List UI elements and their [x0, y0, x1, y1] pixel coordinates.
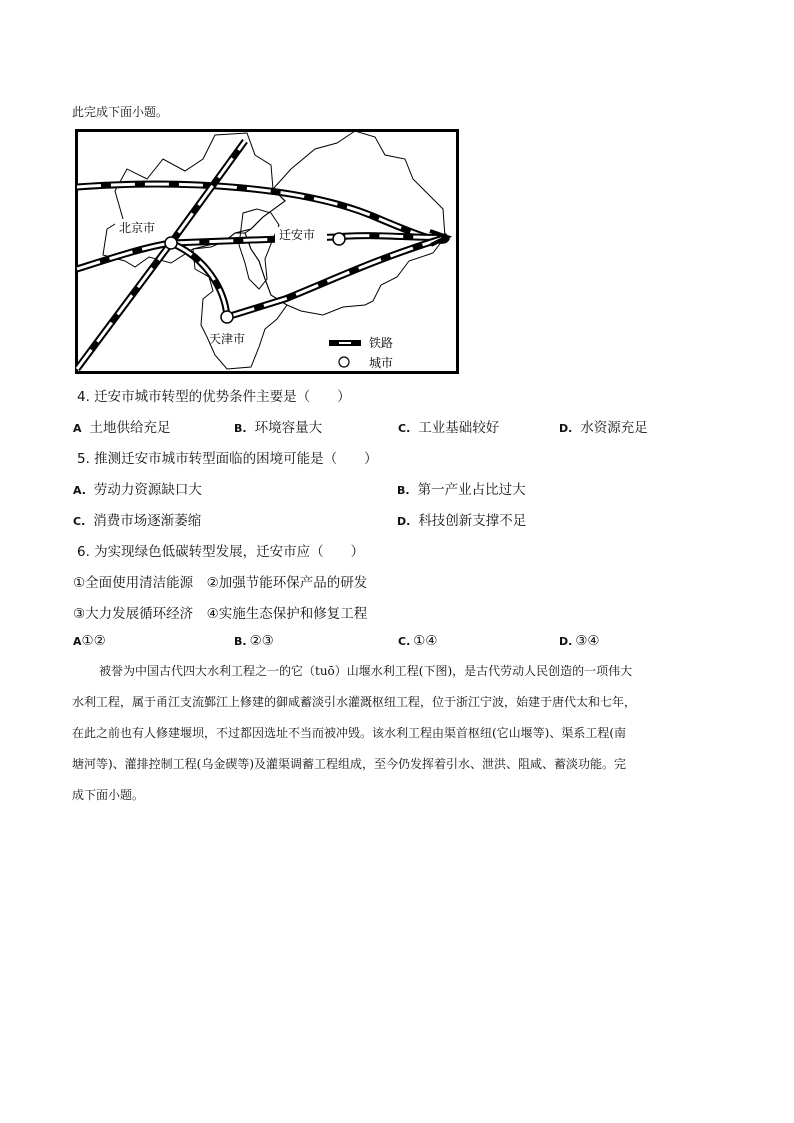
passage-line-5: 成下面小题。	[72, 788, 145, 802]
q5-option-b[interactable]	[397, 478, 526, 498]
q4-option-a[interactable]	[73, 416, 171, 436]
q5-option-a-letter: A.	[73, 484, 86, 497]
q5-option-d[interactable]	[397, 509, 526, 529]
q6-option-b-letter: B.	[234, 635, 247, 648]
passage-line-1: 被誉为中国古代四大水利工程之一的它（tuō）山堰水利工程(下图)，是古代劳动人民创造的一项伟大	[99, 664, 633, 678]
q4-option-b-text: 环境容量大	[254, 420, 323, 436]
qianan-marker	[333, 233, 345, 245]
q4-option-d[interactable]	[559, 416, 648, 436]
q4-option-a-text: 土地供给充足	[89, 420, 171, 436]
passage	[72, 656, 722, 811]
legend-railway-label: 铁路	[369, 336, 394, 350]
q4-option-c-text: 工业基础较好	[418, 420, 500, 436]
q6-option-a[interactable]	[73, 633, 106, 649]
q5-option-b-text: 第一产业占比过大	[417, 482, 526, 498]
qianan-label: 迁安市	[279, 228, 316, 242]
q6-option-c[interactable]	[398, 633, 437, 649]
q6-option-b-text: ②③	[249, 633, 274, 649]
q6-option-d-letter: D.	[559, 635, 573, 648]
q6-option-c-letter: C.	[398, 635, 411, 648]
map-svg	[75, 129, 459, 374]
intro-text: 此完成下面小题。	[72, 105, 169, 119]
beijing-label: 北京市	[119, 221, 156, 235]
q6-statements-line-1: ①全面使用清洁能源 ②加强节能环保产品的研发	[73, 575, 368, 591]
legend-city-label: 城市	[369, 356, 394, 370]
q4-option-c[interactable]	[398, 416, 499, 436]
passage-line-4: 塘河等)、灌排控制工程(乌金碶等)及灌渠调蓄工程组成，至今仍发挥着引水、泄洪、阻咸、蓄淡功能。完	[72, 757, 627, 771]
q5-option-c-letter: C.	[73, 515, 86, 528]
q6-option-a-text: ①②	[81, 633, 106, 649]
q5-option-a-text: 劳动力资源缺口大	[93, 482, 202, 498]
q6-option-b[interactable]	[234, 633, 274, 649]
legend-city-symbol	[339, 357, 349, 367]
q5-option-c-text: 消费市场逐渐萎缩	[93, 513, 202, 529]
q4-option-b[interactable]	[234, 416, 322, 436]
q5-option-d-text: 科技创新支撑不足	[418, 513, 527, 529]
q5-option-b-letter: B.	[397, 484, 410, 497]
q4-option-d-letter: D.	[559, 422, 573, 435]
q6-statements-line-2: ③大力发展循环经济 ④实施生态保护和修复工程	[73, 606, 368, 622]
q6-option-d-text: ③④	[575, 633, 600, 649]
q6-option-d[interactable]	[559, 633, 600, 649]
q4-option-d-text: 水资源充足	[580, 420, 648, 436]
q5-option-d-letter: D.	[397, 515, 411, 528]
tianjin-label: 天津市	[209, 332, 246, 346]
beijing-marker	[165, 237, 177, 249]
q4-option-b-letter: B.	[234, 422, 247, 435]
q4-stem: 4. 迁安市城市转型的优势条件主要是（ ）	[77, 389, 351, 405]
q6-stem: 6. 为实现绿色低碳转型发展，迁安市应（ ）	[77, 544, 365, 560]
q5-option-a[interactable]	[73, 478, 202, 498]
q4-option-c-letter: C.	[398, 422, 411, 435]
q5-option-c[interactable]	[73, 509, 201, 529]
railway-map	[75, 129, 459, 374]
q4-option-a-letter: A	[73, 422, 82, 435]
q6-option-c-text: ①④	[413, 633, 438, 649]
q6-option-a-letter: A	[73, 635, 82, 648]
passage-line-3: 在此之前也有人修建堰坝，不过都因选址不当而被冲毁。该水利工程由渠首枢纽(它山堰等)、渠系工程(南	[72, 726, 627, 740]
q5-stem: 5. 推测迁安市城市转型面临的困境可能是（ ）	[77, 451, 378, 467]
tianjin-marker	[221, 311, 233, 323]
passage-line-2: 水利工程，属于甬江支流鄞江上修建的御咸蓄淡引水灌溉枢纽工程，位于浙江宁波，始建于唐代太和七年，	[72, 695, 637, 709]
